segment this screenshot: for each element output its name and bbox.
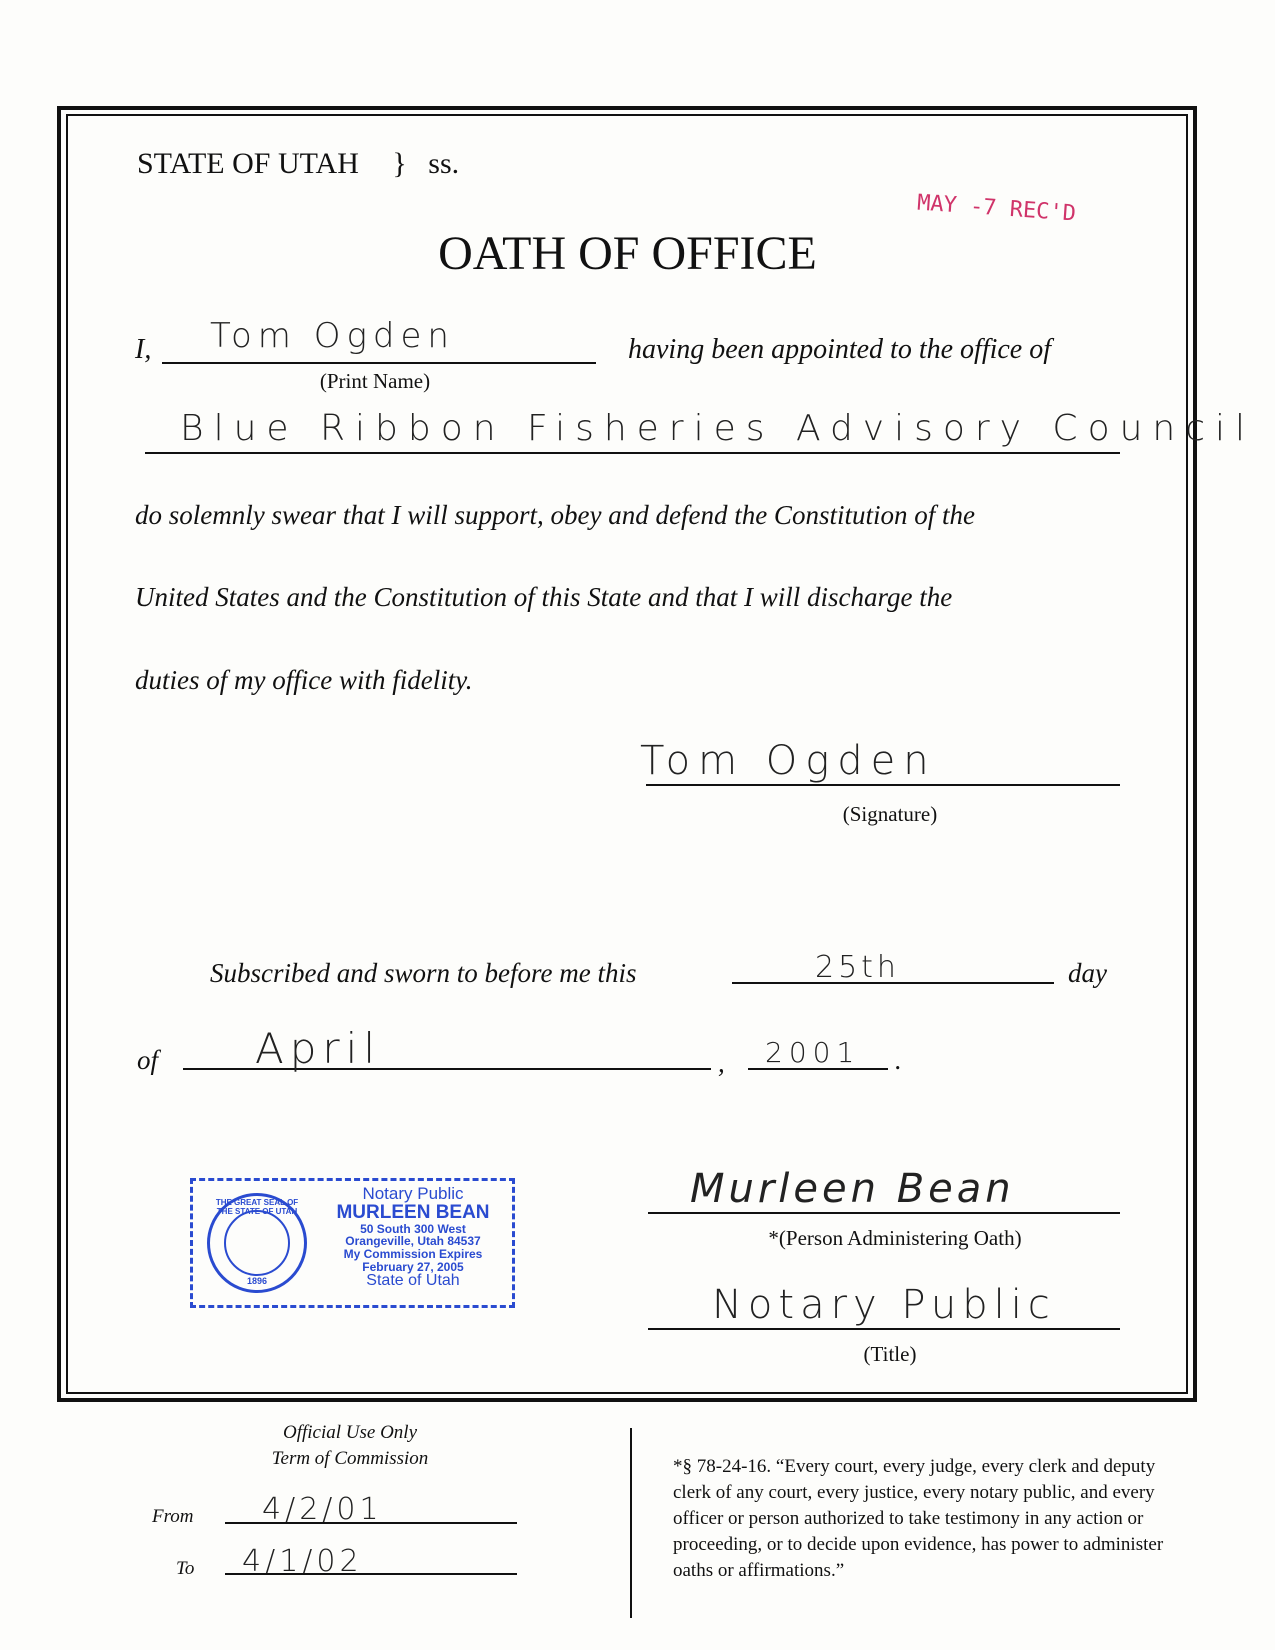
year-value: 2001 xyxy=(765,1036,861,1069)
print-name-line xyxy=(162,362,596,364)
administrator-line xyxy=(648,1212,1120,1214)
statute-note: *§ 78-24-16. “Every court, every judge, every clerk and deputy clerk of any court, every justice, every notary public, and every officer or person authorized to take testimony in any action or proceeding, or to decide upon evidence, has power to administer oaths or affirmations.” xyxy=(673,1456,1164,1581)
sworn-prefix: Subscribed and sworn to before me this xyxy=(210,958,637,988)
oath-line-3: duties of my office with fidelity. xyxy=(135,665,473,695)
comma: , xyxy=(718,1048,725,1078)
document-title: OATH OF OFFICE xyxy=(438,227,817,280)
administrator-signature: Murleen Bean xyxy=(690,1166,1015,1212)
oath-line-2: United States and the Constitution of this State and that I will discharge the xyxy=(135,582,953,612)
notary-stamp xyxy=(190,1178,515,1308)
state-name: STATE OF UTAH xyxy=(137,147,359,180)
oath-line-1: do solemnly swear that I will support, obey and defend the Constitution of the xyxy=(135,500,975,530)
from-value: 4/2/01 xyxy=(262,1492,383,1527)
official-use-heading: Official Use Only xyxy=(282,1422,418,1443)
day-value: 25th xyxy=(815,950,900,985)
administrator-label: *(Person Administering Oath) xyxy=(768,1226,1022,1250)
month-value: April xyxy=(255,1024,381,1073)
office-line xyxy=(145,452,1120,454)
seal-text: THE GREAT SEAL OF THE STATE OF UTAH xyxy=(215,1198,299,1216)
day-word: day xyxy=(1068,958,1107,988)
i-prefix: I, xyxy=(135,334,152,365)
period: . xyxy=(895,1045,902,1075)
footer-divider xyxy=(630,1428,632,1618)
state-seal-icon xyxy=(207,1193,307,1293)
stamp-commission: My Commission Expires xyxy=(343,1246,483,1261)
stamp-expires: February 27, 2005 xyxy=(362,1259,464,1274)
state-heading xyxy=(137,147,459,181)
to-label: To xyxy=(176,1558,195,1579)
stamp-title: Notary Public xyxy=(362,1184,464,1203)
print-name-label: (Print Name) xyxy=(319,369,431,393)
stamp-state: State of Utah xyxy=(366,1272,460,1290)
print-name-value: Tom Ogden xyxy=(210,316,455,356)
stamp-address2: Orangeville, Utah 84537 xyxy=(345,1234,481,1249)
to-value: 4/1/02 xyxy=(242,1544,363,1579)
signature-line xyxy=(646,784,1120,786)
stamp-address1: 50 South 300 West xyxy=(360,1221,466,1236)
from-line xyxy=(225,1522,517,1524)
ss-abbrev: ss. xyxy=(428,147,460,180)
signature-value: Tom Ogden xyxy=(640,738,937,784)
signature-label: (Signature) xyxy=(842,802,938,826)
of-word: of xyxy=(137,1045,159,1075)
received-stamp: MAY -7 REC'D xyxy=(916,190,1077,227)
office-value: Blue Ribbon Fisheries Advisory Council xyxy=(180,408,1256,449)
from-label: From xyxy=(152,1506,194,1527)
appointed-text: having been appointed to the office of xyxy=(628,334,1052,365)
title-label: (Title) xyxy=(863,1342,917,1366)
term-heading: Term of Commission xyxy=(271,1448,429,1469)
to-line xyxy=(225,1573,517,1575)
stamp-name: MURLEEN BEAN xyxy=(336,1201,490,1223)
title-line xyxy=(648,1328,1120,1330)
title-value: Notary Public xyxy=(712,1282,1056,1328)
bracket: } xyxy=(392,147,407,180)
seal-year: 1896 xyxy=(246,1276,268,1286)
